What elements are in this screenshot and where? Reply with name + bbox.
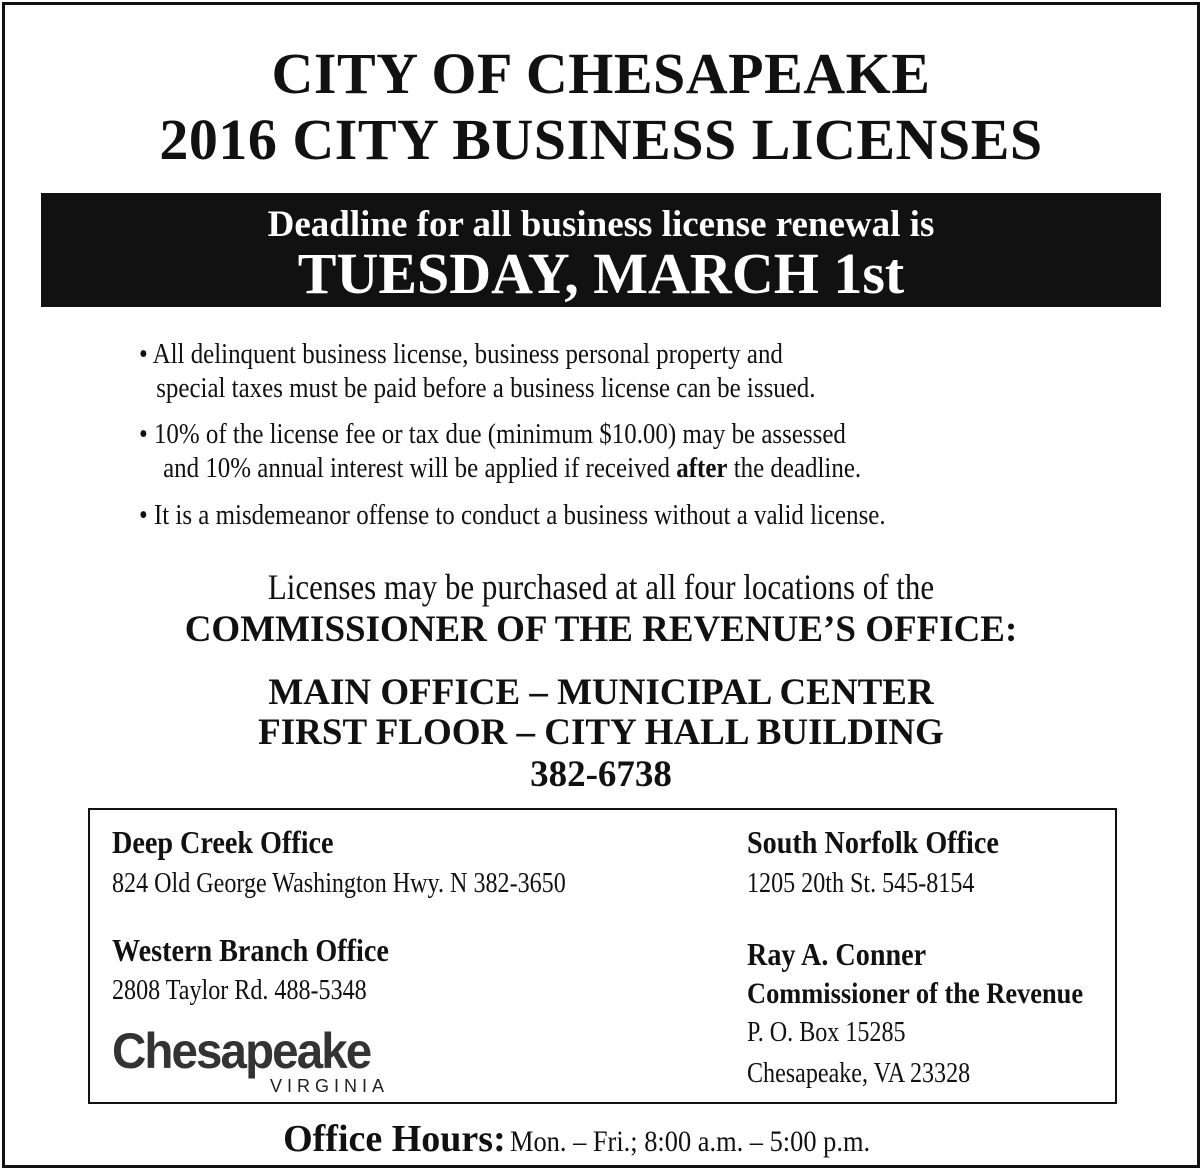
deep-creek-office-name: Deep Creek Office (112, 824, 334, 860)
main-office-phone: 382-6738 (530, 754, 672, 795)
title-line-2: 2016 CITY BUSINESS LICENSES (159, 107, 1043, 172)
bullet-1-line-1: • All delinquent business license, business personal property and (139, 338, 783, 370)
bullet-2-line-1: • 10% of the license fee or tax due (minimum $10.00) may be assessed (139, 418, 846, 450)
logo-state: VIRGINIA (270, 1076, 390, 1096)
deadline-date: TUESDAY, MARCH 1st (297, 241, 905, 306)
deadline-intro: Deadline for all business license renewal is (267, 204, 935, 245)
bullet-1-line-2: special taxes must be paid before a business license can be issued. (156, 372, 816, 404)
first-floor-line: FIRST FLOOR – CITY HALL BUILDING (258, 712, 944, 753)
office-hours-label: Office Hours: (283, 1118, 506, 1160)
south-norfolk-office-name: South Norfolk Office (747, 824, 999, 860)
main-office-line: MAIN OFFICE – MUNICIPAL CENTER (268, 672, 934, 713)
title-line-1: CITY OF CHESAPEAKE (271, 41, 931, 106)
bullet-late-penalty (139, 417, 861, 485)
logo-wordmark: Chesapeake (112, 1023, 371, 1079)
western-branch-office-name: Western Branch Office (112, 932, 389, 968)
bullet-misdemeanor: • It is a misdemeanor offense to conduct a business without a valid license. (139, 499, 886, 531)
bullet-2-emphasis: after (676, 452, 728, 484)
branch-offices-box (88, 808, 1117, 1104)
deep-creek-office-address: 824 Old George Washington Hwy. N 382-3650 (112, 868, 566, 899)
office-hours-text: Mon. – Fri.; 8:00 a.m. – 5:00 p.m. (509, 1125, 870, 1158)
office-hours (5, 1117, 1197, 1164)
commissioner-city: Chesapeake, VA 23328 (747, 1058, 971, 1089)
western-branch-office-address: 2808 Taylor Rd. 488-5348 (112, 975, 367, 1006)
advertisement-frame (2, 2, 1200, 1168)
south-norfolk-office-address: 1205 20th St. 545-8154 (747, 868, 975, 899)
commissioner-po-box: P. O. Box 15285 (747, 1017, 906, 1048)
chesapeake-logo (112, 1025, 422, 1095)
locations-heading: COMMISSIONER OF THE REVENUE’S OFFICE: (184, 609, 1018, 650)
deadline-banner (41, 193, 1161, 307)
locations-intro: Licenses may be purchased at all four locations of the (267, 567, 935, 607)
bullet-2-line-2 (139, 451, 861, 485)
bullet-2-line-2-post: the deadline. (727, 452, 862, 484)
bullet-2-line-2-pre: and 10% annual interest will be applied if received (163, 452, 677, 484)
commissioner-name: Ray A. Conner (747, 936, 927, 972)
bullet-delinquent-taxes (139, 337, 816, 405)
commissioner-title: Commissioner of the Revenue (747, 977, 1084, 1010)
